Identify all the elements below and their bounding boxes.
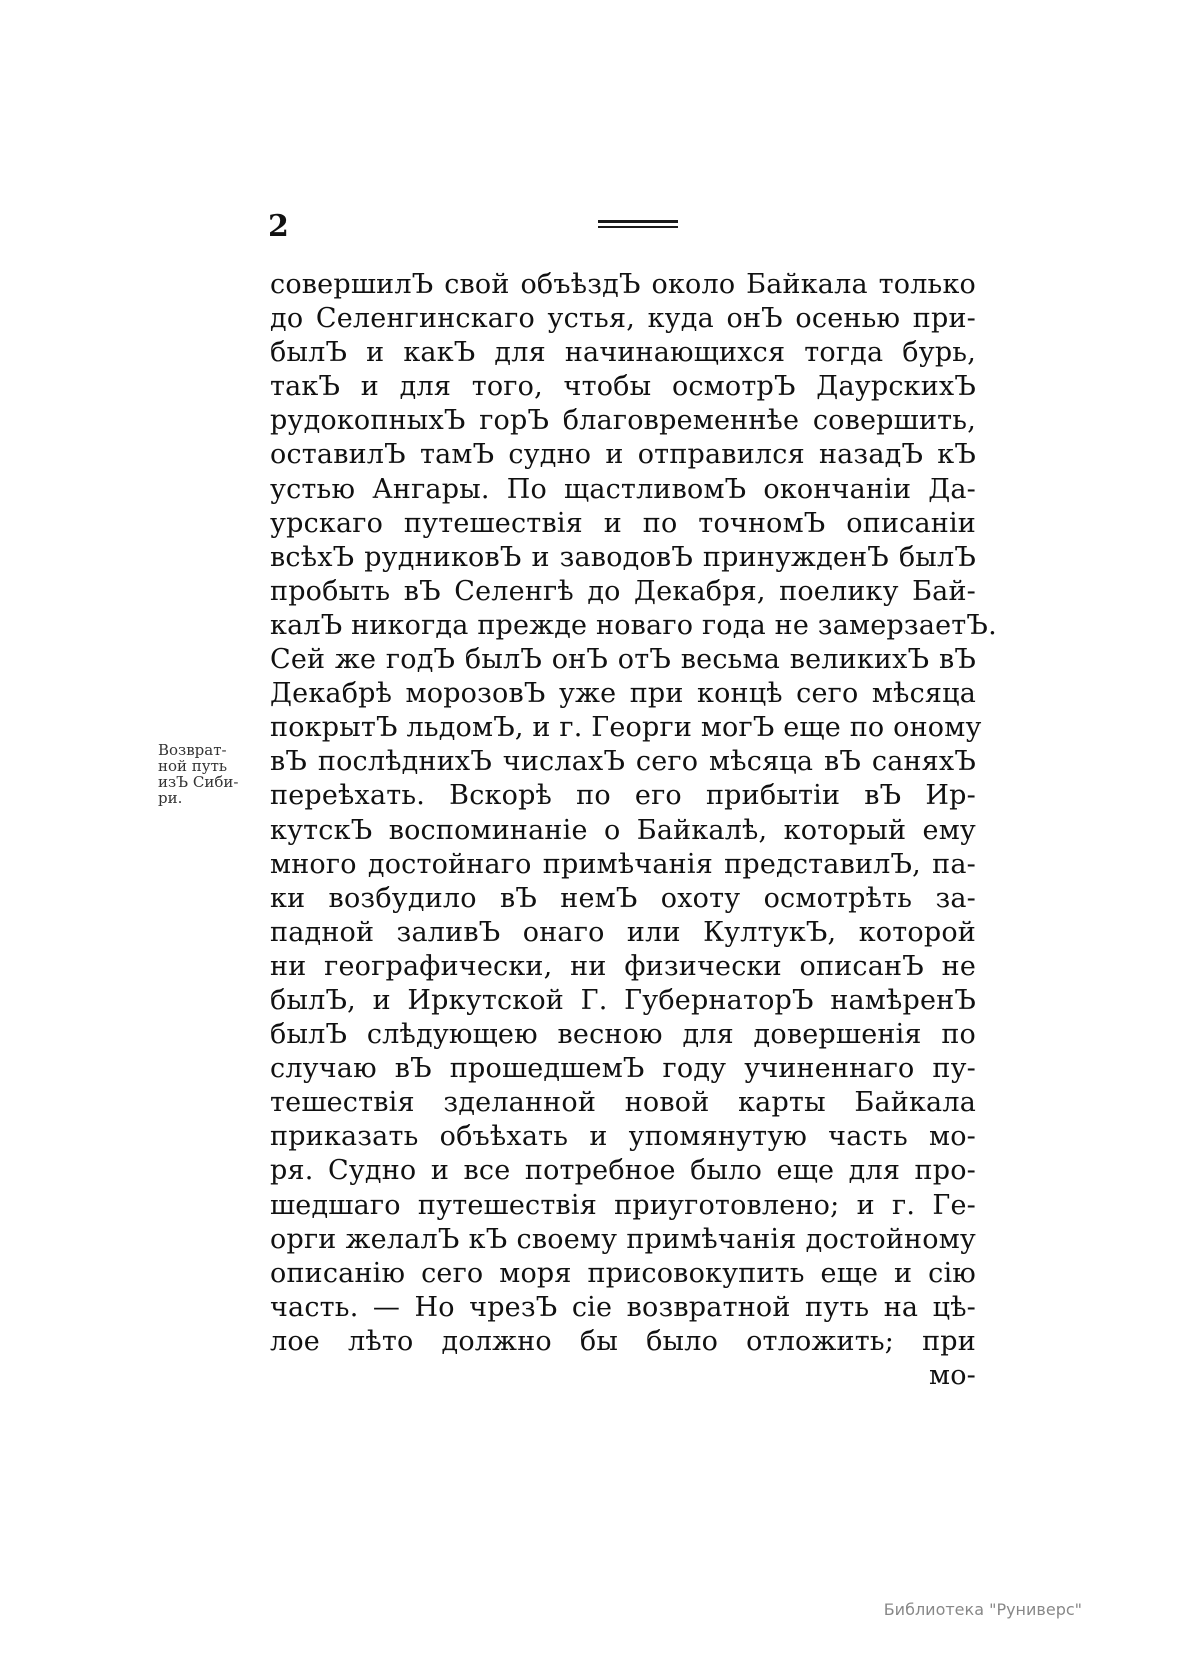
text-line: пробыть вЪ Селенгѣ до Декабря, поелику Бай- (270, 575, 976, 607)
text-line: калЪ никогда прежде новаго года не замерзаетЪ. (270, 609, 997, 641)
text-line: приказать объѣхать и упомянутую часть мо- (270, 1121, 976, 1153)
text-line: такЪ и для того, чтобы осмотрЪ ДаурскихЪ (270, 371, 976, 403)
text-line: всѣхЪ рудниковЪ и заводовЪ принужденЪ былЪ (270, 541, 976, 573)
header-rule-line (598, 220, 678, 223)
body-text (270, 268, 997, 1393)
text-line: много достойнаго примѣчанія представилЪ, па- (270, 848, 976, 880)
text-line: случаю вЪ прошедшемЪ году учиненнаго пу- (270, 1053, 976, 1085)
header-rule (598, 220, 678, 234)
text-line: Сей же годЪ былЪ онЪ отЪ весьма великихЪ вЪ (270, 644, 976, 676)
text-line: до Селенгинскаго устья, куда онЪ осенью при- (270, 303, 976, 335)
text-line: вЪ послѣднихЪ числахЪ сего мѣсяца вЪ саняхЪ (270, 746, 976, 778)
text-line: падной заливЪ онаго или КултукЪ, которой (270, 916, 976, 948)
text-line: оставилЪ тамЪ судно и отправился назадЪ кЪ (270, 439, 976, 471)
watermark: Библиотека "Руниверс" (883, 1600, 1082, 1619)
text-line: переѣхать. Вскорѣ по его прибытіи вЪ Ир- (270, 780, 976, 812)
margin-note-line: Возврат- (158, 741, 227, 759)
text-line: Декабрѣ морозовЪ уже при концѣ сего мѣсяца (270, 678, 976, 710)
text-line: былЪ и какЪ для начинающихся тогда бурь, (270, 337, 976, 369)
text-line: тешествія зделанной новой карты Байкала (270, 1087, 976, 1119)
margin-note-line: ри. (158, 789, 183, 807)
text-line: ря. Судно и все потребное было еще для про- (270, 1155, 976, 1187)
text-line: урскаго путешествія и по точномЪ описаніи (270, 507, 976, 539)
text-line: кутскЪ воспоминаніе о Байкалѣ, который ему (270, 814, 976, 846)
text-line: былЪ слѣдующею весною для довершенія по (270, 1019, 976, 1051)
text-line: совершилЪ свой объѣздЪ около Байкала только (270, 269, 976, 300)
margin-note-line: изЪ Сиби- (158, 773, 239, 791)
text-line: орги желалЪ кЪ своему примѣчанія достойному (270, 1223, 976, 1255)
page-number: 2 (268, 209, 289, 244)
catchword: мо- (929, 1360, 976, 1391)
margin-note-line: ной путь (158, 757, 228, 775)
text-line: рудокопныхЪ горЪ благовременнѣе совершить, (270, 405, 976, 437)
margin-note (158, 742, 262, 806)
header-rule-line (598, 226, 678, 228)
text-line: лое лѣто должно бы было отложить; при (270, 1325, 976, 1357)
text-line: ки возбудило вЪ немЪ охоту осмотрѣть за- (270, 882, 976, 914)
text-line: ни географически, ни физически описанЪ не (270, 950, 976, 982)
text-line: устью Ангары. По щастливомЪ окончаніи Да- (270, 473, 976, 505)
text-line: покрытЪ льдомЪ, и г. Георги могЪ еще по оному (270, 712, 982, 744)
text-line: шедшаго путешествія приуготовлено; и г. Ге- (270, 1189, 976, 1221)
text-line: былЪ, и Иркутской Г. ГубернаторЪ намѣренЪ (270, 984, 976, 1016)
text-line: часть. — Но чрезЪ сіе возвратной путь на цѣ- (270, 1291, 976, 1323)
text-line: описанію сего моря присовокупить еще и сію (270, 1257, 976, 1289)
